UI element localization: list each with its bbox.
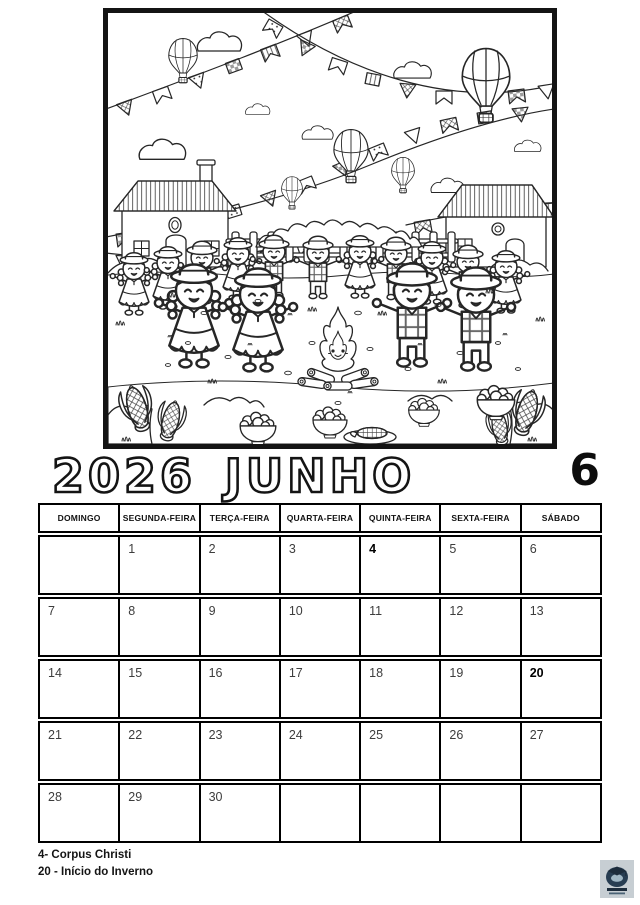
weekday-sunday: DOMINGO [38, 503, 120, 533]
day-cell: 18 [359, 659, 441, 719]
weekday-monday: SEGUNDA-FEIRA [118, 503, 200, 533]
site-logo [600, 860, 634, 898]
weekday-thursday: QUINTA-FEIRA [359, 503, 441, 533]
day-cell: 12 [439, 597, 521, 657]
day-cell: 26 [439, 721, 521, 781]
bonfire [297, 307, 378, 390]
week-row-3 [38, 659, 602, 719]
weekday-saturday: SÁBADO [520, 503, 602, 533]
week-row-5 [38, 783, 602, 843]
day-cell [38, 535, 120, 595]
day-cell: 29 [118, 783, 200, 843]
weekday-header-row [38, 503, 602, 533]
day-cell [279, 783, 361, 843]
calendar [38, 503, 602, 843]
day-cell: 27 [520, 721, 602, 781]
month-number: 6 [569, 445, 600, 496]
weekday-tuesday: TERÇA-FEIRA [199, 503, 281, 533]
day-cell: 16 [199, 659, 281, 719]
month-title: JUNHO [224, 449, 416, 503]
note-corpus-christi: 4- Corpus Christi [38, 849, 132, 861]
week-row-2 [38, 597, 602, 657]
day-cell: 15 [118, 659, 200, 719]
year-title: 2026 [52, 449, 197, 503]
day-cell-holiday: 20 [520, 659, 602, 719]
weekday-friday: SEXTA-FEIRA [439, 503, 521, 533]
day-cell: 24 [279, 721, 361, 781]
day-cell: 10 [279, 597, 361, 657]
day-cell: 6 [520, 535, 602, 595]
day-cell [439, 783, 521, 843]
day-cell: 1 [118, 535, 200, 595]
day-cell: 3 [279, 535, 361, 595]
day-cell: 30 [199, 783, 281, 843]
coloring-illustration-frame [103, 8, 557, 449]
day-cell: 28 [38, 783, 120, 843]
day-cell: 21 [38, 721, 120, 781]
weekday-wednesday: QUARTA-FEIRA [279, 503, 361, 533]
day-cell: 17 [279, 659, 361, 719]
week-row-4 [38, 721, 602, 781]
day-cell: 19 [439, 659, 521, 719]
day-cell: 11 [359, 597, 441, 657]
day-cell: 9 [199, 597, 281, 657]
day-cell: 25 [359, 721, 441, 781]
week-row-1 [38, 535, 602, 595]
day-cell: 22 [118, 721, 200, 781]
day-cell-holiday: 4 [359, 535, 441, 595]
day-cell: 8 [118, 597, 200, 657]
day-cell: 7 [38, 597, 120, 657]
note-inicio-inverno: 20 - Início do Inverno [38, 866, 154, 878]
festa-junina-coloring-scene [108, 13, 552, 444]
day-cell: 2 [199, 535, 281, 595]
day-cell: 14 [38, 659, 120, 719]
day-cell: 23 [199, 721, 281, 781]
day-cell [520, 783, 602, 843]
holiday-notes [38, 847, 153, 881]
day-cell [359, 783, 441, 843]
day-cell: 5 [439, 535, 521, 595]
day-cell: 13 [520, 597, 602, 657]
